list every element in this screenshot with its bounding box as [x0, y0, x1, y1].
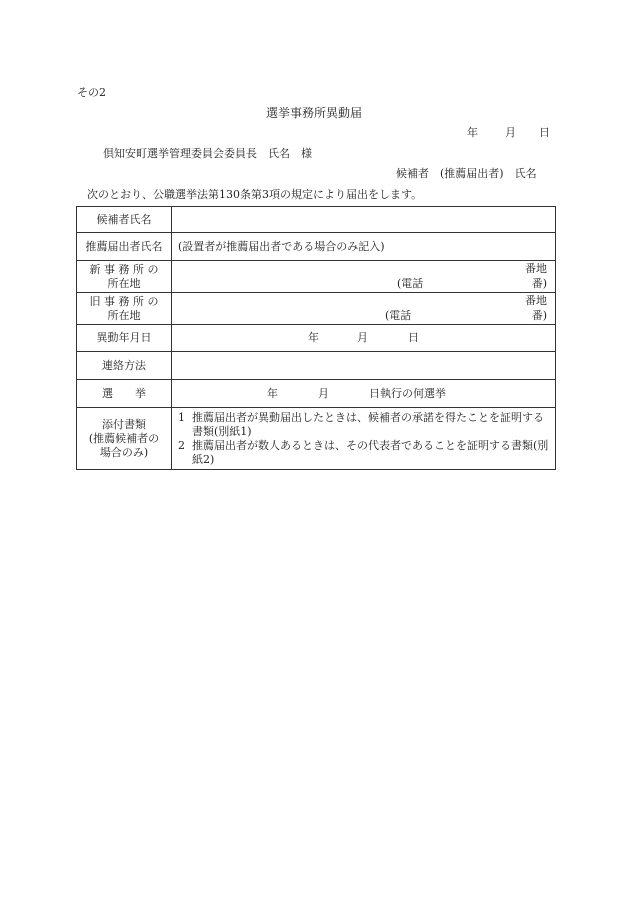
election-field[interactable] — [172, 380, 556, 408]
new-office-row — [77, 261, 556, 293]
attachments-label-line2: (推薦候補者の — [88, 431, 160, 445]
new-office-address-field[interactable] — [172, 261, 556, 293]
form-number: その2 — [77, 86, 106, 99]
addressee: 倶知安町選挙管理委員会委員長 氏名 様 — [103, 147, 312, 160]
candidate-name-label: 候補者氏名 — [77, 207, 172, 233]
attachment-item — [172, 439, 555, 467]
old-office-phone: (電話 — [385, 309, 412, 322]
old-office-banchi: 番地 — [525, 294, 547, 307]
election-year: 年 — [267, 386, 278, 400]
contact-field[interactable] — [172, 352, 556, 380]
attachment-item-number: 2 — [178, 438, 185, 452]
old-office-label-line1: 旧 事 務 所 の — [89, 294, 159, 308]
notification-form-table — [76, 206, 556, 470]
recommender-note: (設置者が推薦届出者である場合のみ記入) — [178, 239, 385, 253]
new-office-ban: 番) — [531, 277, 547, 290]
date-year-label: 年 — [467, 126, 478, 139]
contact-label: 連絡方法 — [77, 352, 172, 380]
filer-line: 候補者 (推薦届出者) 氏名 — [396, 167, 537, 180]
attachments-label-line3: 場合のみ) — [99, 445, 149, 459]
date-day-label: 日 — [539, 126, 550, 139]
election-label: 選 挙 — [77, 380, 172, 408]
old-office-address-field[interactable] — [172, 293, 556, 325]
intro-text: 次のとおり、公職選挙法第130条第3項の規定により届出をします。 — [87, 188, 423, 201]
old-office-ban: 番) — [531, 309, 547, 322]
change-date-year: 年 — [308, 331, 319, 344]
change-date-field[interactable] — [172, 325, 556, 352]
date-month-label: 月 — [505, 126, 516, 139]
election-month: 月 — [318, 386, 329, 400]
attachment-item-text: 推薦届出者が異動届出したときは、候補者の承諾を得たことを証明する書類(別紙1) — [192, 410, 544, 438]
old-office-label-line2: 所在地 — [107, 308, 141, 322]
new-office-label — [77, 261, 172, 293]
election-suffix: 日執行の何選挙 — [369, 386, 446, 400]
recommender-name-label: 推薦届出者氏名 — [77, 233, 172, 261]
candidate-name-field[interactable] — [172, 207, 556, 233]
recommender-name-row — [77, 233, 556, 261]
candidate-name-row — [77, 207, 556, 233]
attachments-label — [77, 408, 172, 470]
new-office-banchi: 番地 — [525, 262, 547, 275]
contact-row — [77, 352, 556, 380]
attachment-item-number: 1 — [178, 410, 185, 424]
old-office-label — [77, 293, 172, 325]
attachment-item — [172, 411, 555, 439]
change-date-label: 異動年月日 — [77, 325, 172, 352]
recommender-name-field[interactable] — [172, 233, 556, 261]
change-date-row — [77, 325, 556, 352]
new-office-label-line1: 新 事 務 所 の — [89, 262, 159, 276]
election-row — [77, 380, 556, 408]
change-date-month: 月 — [357, 331, 368, 344]
document-title: 選挙事務所異動届 — [266, 106, 363, 120]
attachments-row — [77, 408, 556, 470]
attachments-field — [172, 408, 556, 470]
old-office-row — [77, 293, 556, 325]
new-office-phone: (電話 — [397, 277, 424, 290]
change-date-day: 日 — [408, 331, 419, 344]
attachments-label-line1: 添付書類 — [102, 417, 146, 431]
attachment-item-text: 推薦届出者が数人あるときは、その代表者であることを証明する書類(別紙2) — [192, 438, 549, 466]
new-office-label-line2: 所在地 — [107, 276, 141, 290]
